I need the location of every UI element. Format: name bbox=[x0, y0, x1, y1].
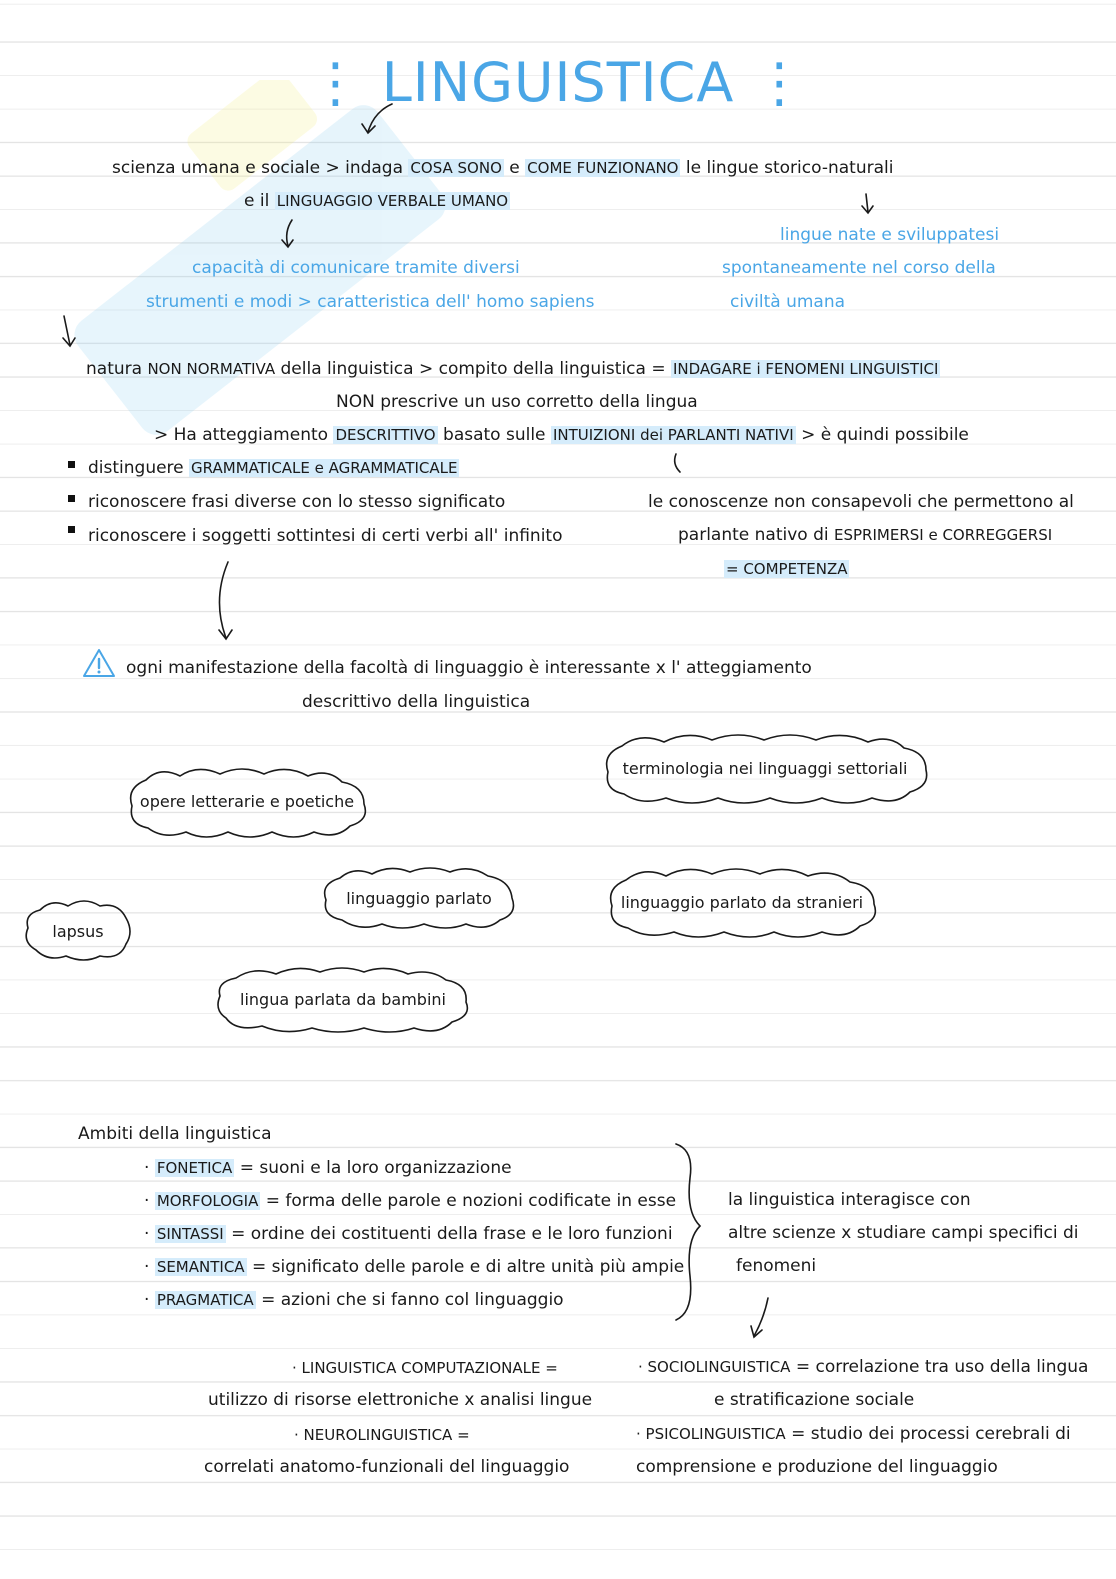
ambiti-item-morfologia: · MORFOLOGIA = forma delle parole e nozioni codificate in esse bbox=[144, 1191, 677, 1211]
branch-neuro-def: correlati anatomo-funzionali del linguaggio bbox=[204, 1457, 570, 1477]
languages-note-line-3: civiltà umana bbox=[730, 292, 846, 312]
prescrive-line: NON prescrive un uso corretto della lingua bbox=[336, 392, 698, 412]
interagisce-line-3: fenomeni bbox=[736, 1256, 817, 1276]
interagisce-line-1: la linguistica interagisce con bbox=[728, 1190, 971, 1210]
cloud-lapsus: lapsus bbox=[52, 922, 104, 941]
cloud-bambini: lingua parlata da bambini bbox=[240, 990, 446, 1009]
ambiti-item-pragmatica: · PRAGMATICA = azioni che si fanno col linguaggio bbox=[144, 1290, 564, 1310]
title-dots-left: ⋮ bbox=[308, 51, 382, 114]
competenza-label: = COMPETENZA bbox=[726, 560, 848, 578]
bullet-square bbox=[68, 461, 75, 468]
natura-line: natura NON NORMATIVA della linguistica > compito della linguistica = INDAGARE i FENOMENI LINGUISTICI bbox=[86, 359, 939, 379]
cloud-opere: opere letterarie e poetiche bbox=[139, 792, 355, 811]
definition-line-2: e il LINGUAGGIO VERBALE UMANO bbox=[244, 191, 509, 211]
cloud-stranieri: linguaggio parlato da stranieri bbox=[620, 893, 864, 912]
bullet-square bbox=[68, 526, 75, 533]
ambiti-item-fonetica: · FONETICA = suoni e la loro organizzazione bbox=[144, 1158, 512, 1178]
conoscenze-line-1: le conoscenze non consapevoli che permettono al bbox=[648, 492, 1074, 512]
interagisce-line-2: altre scienze x studiare campi specifici di bbox=[728, 1223, 1079, 1243]
title-text: LINGUISTICA bbox=[381, 51, 735, 114]
bullet-item-3: riconoscere i soggetti sottintesi di certi verbi all' infinito bbox=[88, 526, 563, 546]
branch-socio-line-2: e stratificazione sociale bbox=[714, 1390, 915, 1410]
page-title bbox=[0, 52, 1116, 114]
ambiti-item-sintassi: · SINTASSI = ordine dei costituenti della frase e le loro funzioni bbox=[144, 1224, 673, 1244]
bullet-item-1: distinguere GRAMMATICALE e AGRAMMATICALE bbox=[88, 458, 458, 478]
cloud-parlato: linguaggio parlato bbox=[346, 889, 492, 908]
languages-note-line-2: spontaneamente nel corso della bbox=[722, 258, 996, 278]
cloud-terminologia: terminologia nei linguaggi settoriali bbox=[622, 759, 908, 778]
bullet-item-2: riconoscere frasi diverse con lo stesso significato bbox=[88, 492, 506, 512]
ogni-line-1: ogni manifestazione della facoltà di linguaggio è interessante x l' atteggiamento bbox=[126, 658, 812, 678]
atteggiamento-line: > Ha atteggiamento DESCRITTIVO basato sulle INTUIZIONI dei PARLANTI NATIVI > è quindi possibile bbox=[154, 425, 969, 445]
conoscenze-line-2: parlante nativo di ESPRIMERSI e CORREGGERSI bbox=[678, 525, 1053, 545]
branch-neuro-title: · NEUROLINGUISTICA = bbox=[294, 1426, 470, 1444]
warning-triangle-icon bbox=[82, 648, 116, 678]
title-dots-right: ⋮ bbox=[734, 51, 808, 114]
definition-line-1: scienza umana e sociale > indaga COSA SONO e COME FUNZIONANO le lingue storico-naturali bbox=[112, 158, 894, 178]
branch-psico-line-2: comprensione e produzione del linguaggio bbox=[636, 1457, 998, 1477]
branch-psico-line-1: · PSICOLINGUISTICA = studio dei processi cerebrali di bbox=[636, 1424, 1071, 1444]
capacity-note-line-2: strumenti e modi > caratteristica dell' homo sapiens bbox=[146, 292, 595, 312]
bullet-square bbox=[68, 495, 75, 502]
branch-socio-line-1: · SOCIOLINGUISTICA = correlazione tra uso della lingua bbox=[638, 1357, 1089, 1377]
ambiti-heading: Ambiti della linguistica bbox=[78, 1124, 272, 1144]
ogni-line-2: descrittivo della linguistica bbox=[302, 692, 531, 712]
branch-computazionale-def: utilizzo di risorse elettroniche x analisi lingue bbox=[208, 1390, 593, 1410]
languages-note-line-1: lingue nate e sviluppatesi bbox=[780, 225, 1000, 245]
ambiti-item-semantica: · SEMANTICA = significato delle parole e di altre unità più ampie bbox=[144, 1257, 685, 1277]
branch-computazionale-title: · LINGUISTICA COMPUTAZIONALE = bbox=[292, 1359, 558, 1377]
capacity-note-line-1: capacità di comunicare tramite diversi bbox=[192, 258, 520, 278]
